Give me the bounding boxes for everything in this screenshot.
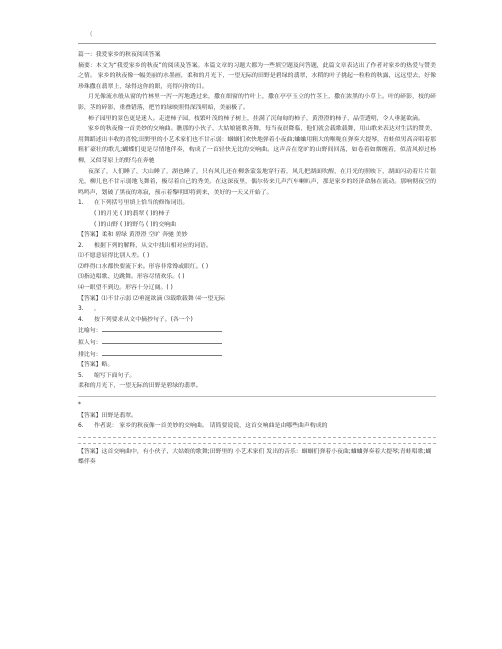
question-text: ⑵绊得口水都快要流下来。形容非常馋或眼红。( ) xyxy=(78,263,209,270)
top-rule xyxy=(78,43,436,44)
fill-blank[interactable] xyxy=(102,349,222,356)
answer-rule xyxy=(78,437,436,438)
answer-line xyxy=(78,360,436,371)
question-text: 根据下列的解释，从文中找出相对应的词语。 xyxy=(94,242,212,249)
answer-text: 【答案】柔和 碧绿 黄澄澄 空旷 奔驰 美妙 xyxy=(78,232,188,239)
answer-line xyxy=(78,294,436,305)
answer-rule xyxy=(78,443,436,444)
answer-text: 【答案】田野是翡翠。 xyxy=(78,412,137,419)
answer-rule xyxy=(78,396,436,397)
answer-text: 【答案】⑴不甘示弱 ⑵垂涎欲滴 ⑶载歌载舞 ⑷一望无际 xyxy=(78,295,225,302)
question-number: 5. xyxy=(78,372,84,379)
answer-line xyxy=(78,447,436,468)
q5-sentence: 柔和的月光下，一望无际的田野是碧绿的翡翠。 xyxy=(78,383,202,390)
question-line xyxy=(78,198,436,209)
question-number: 3. xyxy=(78,306,84,313)
question-text: ⑷一眼望不到边。形容十分辽阔。( ) xyxy=(78,285,173,292)
question-text: ( )的山野 ( )的野鸟 ( )的交响曲 xyxy=(94,221,177,228)
question-text: 缩写下面句子。 xyxy=(94,372,136,379)
body-paragraph-4: 夜深了，人们睡了，大山睡了，湖也睡了，只有风儿还在柳条蒙轰地穿行着，风儿把湖面吹醒，在月光的照映下，湖面闪动着片片银光，柳儿也不甘示弱地飞舞着，极尽着自己的秀美。在这深夜里，偶尔传来几声汽车喇叭声，那是家乡的经济命脉在流动。那响彻夜空的鸣鸣声，划破了黑夜的寒寂，预示着黎明即将到来，美好的一天又开始了。 xyxy=(78,168,436,196)
answer-line xyxy=(78,411,436,422)
question-line xyxy=(78,241,436,252)
question-line xyxy=(78,283,436,294)
body-paragraph-3: 家乡的秋夜像一首美妙的交响曲。瞧那的小伙子、大姑娘能歌善舞，每当夜晨降临，他们就会载歌载舞，用山歌来表达对生活的赞美，用舞蹈述出丰收的喜悦;田野里的小艺术家们也不甘示弱：蝈蝈们欢快地弹着小夜曲;蛐蛐用粗大的喉咙在弹奏大提琴，青蛙似男高音唱着那粗犷豪壮的歌儿;蝴蝶们更是尽情地伴奏，构成了一首轻快无比的交响曲。这声音在宽旷的山野间回荡，如卷着如烟缠着，似清风掉过杨柳，又似芽原上的野鸟在奔驰 xyxy=(78,126,436,164)
question-text: ， xyxy=(94,306,100,313)
question-line xyxy=(78,262,436,273)
body-paragraph-2: 柿子园里的景色更是迷人。走进柿子园，枝繁叶茂的柿子树上，挂满了沉甸甸的柿子，黄澄澄的柿子，晶莹透明，令人垂涎欲滴。 xyxy=(88,115,424,122)
corner-mark: ( xyxy=(90,31,93,38)
fill-label: 比喻句： xyxy=(78,328,102,335)
question-number: 1. xyxy=(78,200,84,207)
question-number: 6. xyxy=(78,423,84,430)
question-line xyxy=(78,209,436,220)
answer-text: 【答案】这首交响曲中，有小伙子、大姑娘的歌舞;田野里的 小艺术家们 发出的音乐：蝈蝈们弹着小夜曲;蛐蛐弹奏着大提琴;青蛙唱歌;蝴蝶伴奏 xyxy=(78,448,432,466)
fill-line-personification xyxy=(78,337,436,349)
fill-label: 拟人句： xyxy=(78,340,102,347)
question-line xyxy=(78,421,436,432)
question-line xyxy=(78,251,436,262)
question-text: ⑶指边唱歌、边跳舞。形容尽情欢乐。( ) xyxy=(78,274,185,281)
fill-blank[interactable] xyxy=(102,337,222,344)
fill-line-parallelism xyxy=(78,349,436,361)
question-number: 4. xyxy=(78,316,84,323)
abstract-paragraph: 摘要：本文为“我爱家乡的秋夜”的阅读及答案。本篇文章的习题大都为一些填空题及问答题，此篇文章表达出了作者对家乡的热爱与赞美之情。 家乡的秋夜像一幅美丽的水墨画，柔和的月光下，一望无际的田野是碧绿的翡翠，水稻的叶子挑起一粒粒的秋露，远远望去，好像珍珠撒在翡翠上，绿得这你的眼，亮得闪你的目。 xyxy=(78,62,436,90)
doc-title: 篇一：我爱家乡的秋夜阅读答案 xyxy=(78,52,161,58)
fill-label: 排比句： xyxy=(78,351,102,358)
question-text: 按下列要求从文中摘抄句子。(各一个) xyxy=(94,316,193,323)
question-line xyxy=(78,371,436,382)
question-text: 在下列括号里填上恰当的修饰词语。 xyxy=(94,200,189,207)
question-line xyxy=(78,220,436,231)
question-text: ( )的月光 ( )的翡翠 ( )的柿子 xyxy=(94,210,171,217)
question-text: ⑴不愿意显得比别人差。( ) xyxy=(78,253,150,260)
question-line xyxy=(78,272,436,283)
question-line xyxy=(78,304,436,315)
body-paragraph-1: 月光像流水般从窗的竹林里一泻一泻地透过来，撒在细窗的竹叶上，撒在亭亭玉立的竹茎上，撒在浓黑的小草上。叶的碎影，枝的碎影，茎的碎影，重叠错落，把竹的绿映照得深浅明暗，美丽极了。 xyxy=(78,94,436,111)
fill-blank[interactable] xyxy=(102,325,222,332)
answer-text: 【答案】略。 xyxy=(78,362,114,369)
question-line xyxy=(78,315,436,326)
fill-line-simile xyxy=(78,325,436,337)
q5-mark: * xyxy=(78,402,81,408)
answer-line xyxy=(78,230,436,241)
question-text: 作者说： 家乡的秋夜像一首美妙的交响曲。 请简要说说，这首交响曲是由哪些曲声构成的 xyxy=(94,423,328,430)
question-number: 2. xyxy=(78,242,84,249)
